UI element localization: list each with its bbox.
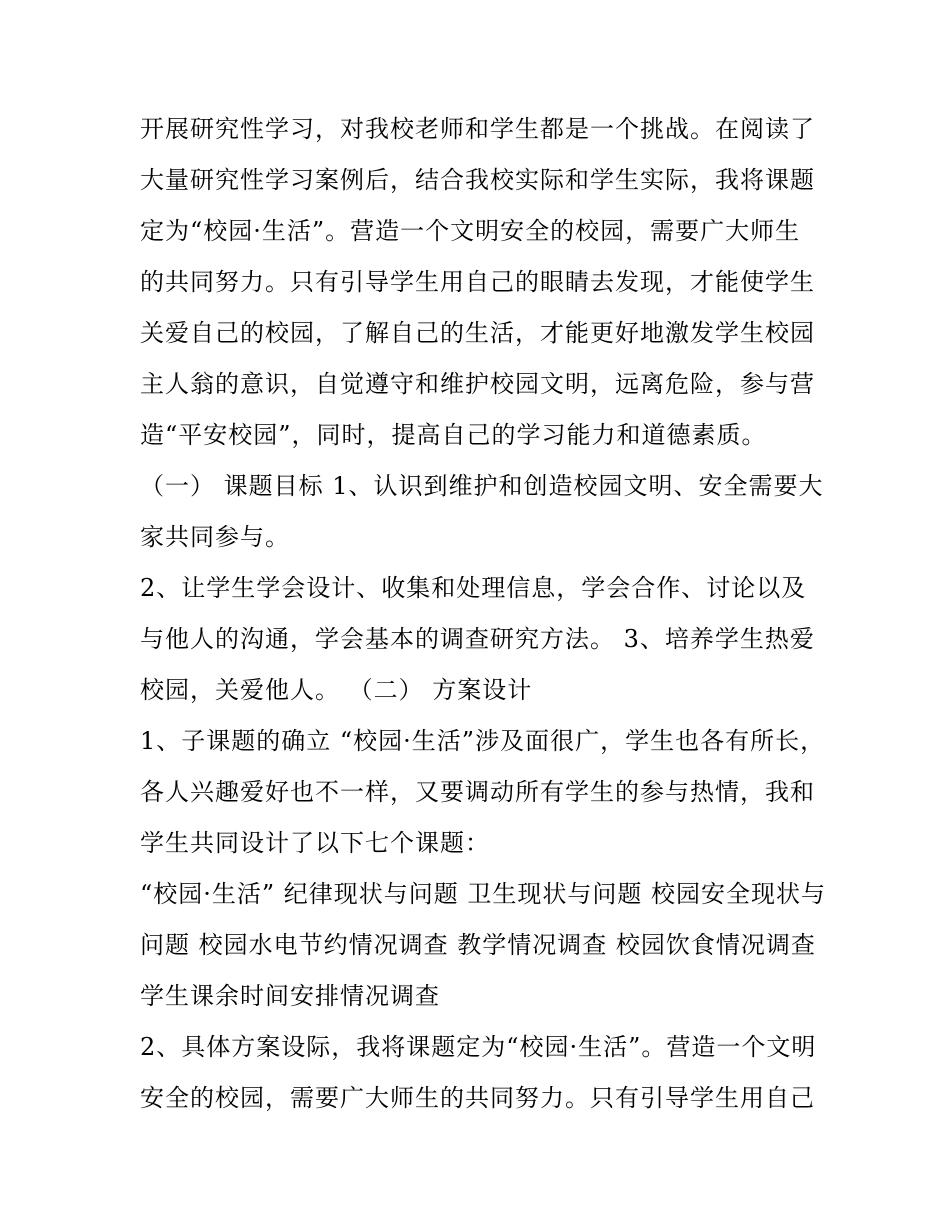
text-line-9: 家共同参与。 [140,523,290,551]
text-line-5: 关爱自己的校园，了解自己的生活，才能更好地激发学生校园 [140,319,815,347]
text-line-4: 的共同努力。只有引导学生用自己的眼睛去发现，才能使学生 [140,268,815,296]
text-line-3: 定为“校园·生活”。营造一个文明安全的校园，需要广大师生 [140,217,801,245]
text-line-7: 造“平安校园”，同时，提高自己的学习能力和道德素质。 [140,421,767,449]
text-line-8: （一） 课题目标 1、认识到维护和创造校园文明、安全需要大 [140,472,824,500]
text-line-1: 开展研究性学习，对我校老师和学生都是一个挑战。在阅读了 [140,115,815,143]
text-line-2: 大量研究性学习案例后，结合我校实际和学生实际，我将课题 [140,166,815,194]
text-line-18: 学生课余时间安排情况调查 [140,982,440,1010]
text-line-6: 主人翁的意识，自觉遵守和维护校园文明，远离危险，参与营 [140,370,815,398]
body-text [140,104,830,1124]
text-line-15: 学生共同设计了以下七个课题： [140,829,490,857]
text-line-13: 1、子课题的确立 “校园·生活”涉及面很广，学生也各有所长， [140,727,826,755]
text-line-12: 校园，关爱他人。 （二） 方案设计 [140,676,533,704]
text-line-16: “校园·生活” 纪律现状与问题 卫生现状与问题 校园安全现状与 [140,880,827,908]
text-line-19: 2、具体方案设际，我将课题定为“校园·生活”。营造一个文明 [140,1033,817,1061]
text-line-14: 各人兴趣爱好也不一样，又要调动所有学生的参与热情，我和 [140,778,815,806]
text-line-20: 安全的校园，需要广大师生的共同努力。只有引导学生用自己 [140,1084,815,1112]
text-line-17: 问题 校园水电节约情况调查 教学情况调查 校园饮食情况调查 [140,931,816,959]
text-line-10: 2、让学生学会设计、收集和处理信息，学会合作、讨论以及 [140,574,807,602]
text-line-11: 与他人的沟通，学会基本的调查研究方法。 3、培养学生热爱 [140,625,815,653]
